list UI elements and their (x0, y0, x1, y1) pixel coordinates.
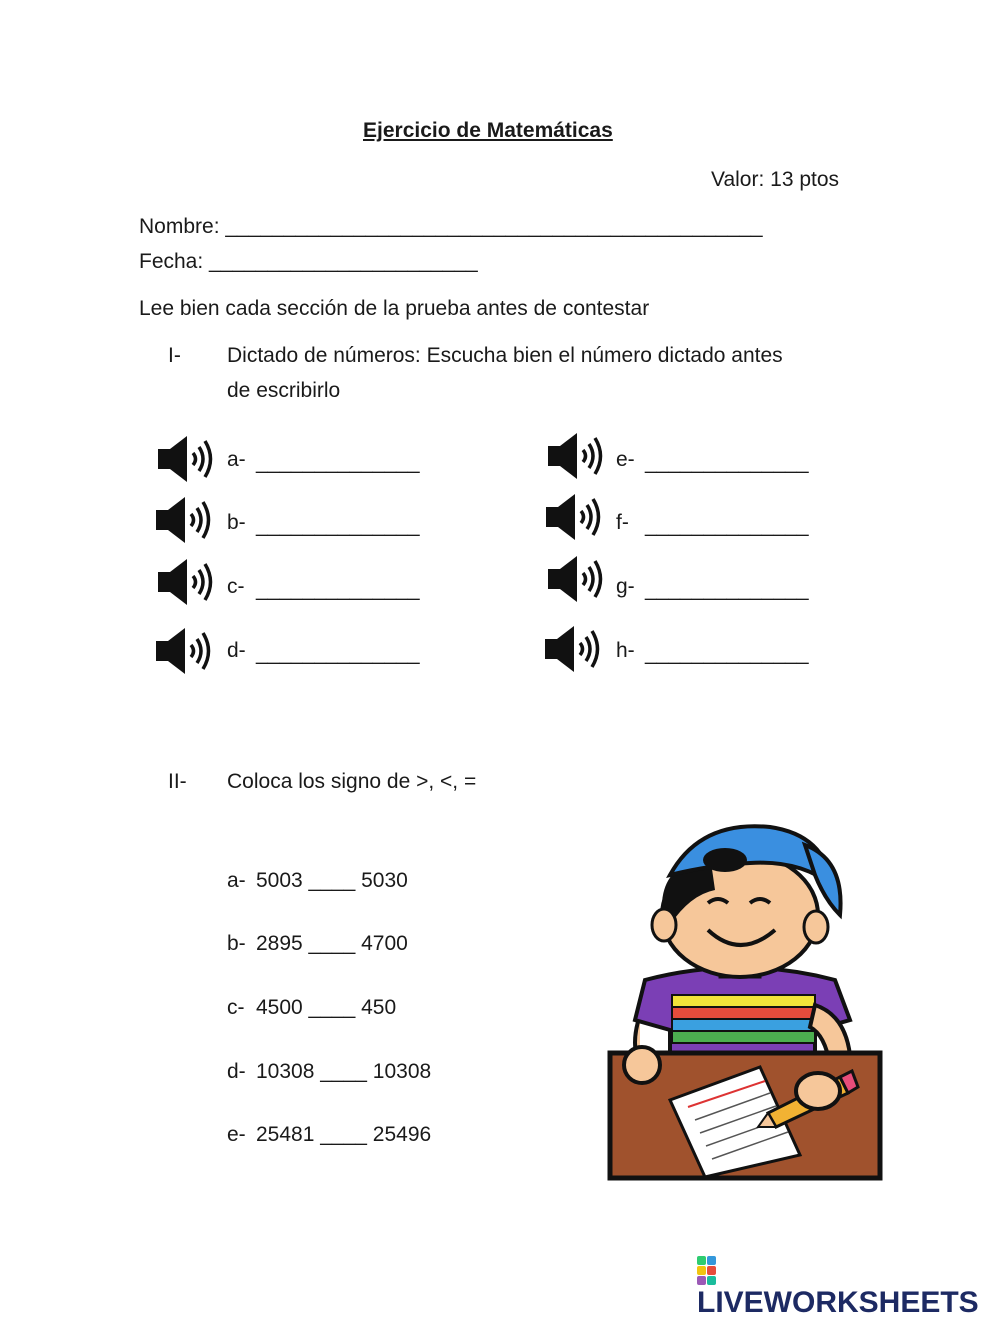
section-1-text-line1: Dictado de números: Escucha bien el número dictado antes (227, 344, 783, 367)
page-title: Ejercicio de Matemáticas (363, 119, 613, 142)
dictation-blank[interactable]: ______________ (256, 578, 420, 601)
comparison-expression[interactable]: 2895 ____ 4700 (256, 932, 408, 955)
speaker-icon[interactable] (155, 556, 217, 608)
speaker-icon[interactable] (545, 430, 607, 482)
dictation-blank[interactable]: ______________ (645, 514, 809, 537)
dictation-blank[interactable]: ______________ (645, 642, 809, 665)
dictation-label: h- (616, 639, 635, 662)
comparison-expression[interactable]: 5003 ____ 5030 (256, 869, 408, 892)
comparison-expression[interactable]: 10308 ____ 10308 (256, 1060, 432, 1083)
dictation-blank[interactable]: ______________ (645, 578, 809, 601)
dictation-label: c- (227, 575, 245, 598)
comparison-label: e- (227, 1123, 246, 1146)
dictation-blank[interactable]: ______________ (256, 642, 420, 665)
boy-writing-illustration (600, 815, 890, 1187)
speaker-icon[interactable] (155, 433, 217, 485)
name-field[interactable]: Nombre: ______________________________________________ (139, 215, 763, 238)
comparison-label: a- (227, 869, 246, 892)
comparison-expression[interactable]: 25481 ____ 25496 (256, 1123, 432, 1146)
comparison-label: b- (227, 932, 246, 955)
section-1-number: I- (168, 344, 181, 367)
brand-name: LIVEWORKSHEETS (697, 1286, 979, 1319)
section-1-text-line2: de escribirlo (227, 379, 341, 402)
dictation-label: b- (227, 511, 246, 534)
score-value: Valor: 13 ptos (711, 168, 840, 191)
speaker-icon[interactable] (153, 625, 215, 677)
comparison-label: c- (227, 996, 245, 1019)
dictation-blank[interactable]: ______________ (645, 451, 809, 474)
dictation-blank[interactable]: ______________ (256, 451, 420, 474)
liveworksheets-logo (697, 1252, 1000, 1320)
speaker-icon[interactable] (542, 623, 604, 675)
dictation-label: g- (616, 575, 635, 598)
comparison-label: d- (227, 1060, 246, 1083)
speaker-icon[interactable] (153, 494, 215, 546)
speaker-icon[interactable] (545, 553, 607, 605)
dictation-label: d- (227, 639, 246, 662)
section-2-text: Coloca los signo de >, <, = (227, 770, 477, 793)
speaker-icon[interactable] (543, 491, 605, 543)
dictation-label: f- (616, 511, 629, 534)
comparison-expression[interactable]: 4500 ____ 450 (256, 996, 397, 1019)
instructions: Lee bien cada sección de la prueba antes de contestar (139, 297, 650, 320)
dictation-label: a- (227, 448, 246, 471)
liveworksheets-mark-icon (697, 1256, 716, 1285)
dictation-blank[interactable]: ______________ (256, 514, 420, 537)
section-2-number: II- (168, 770, 187, 793)
dictation-label: e- (616, 448, 635, 471)
date-field[interactable]: Fecha: _______________________ (139, 250, 478, 273)
